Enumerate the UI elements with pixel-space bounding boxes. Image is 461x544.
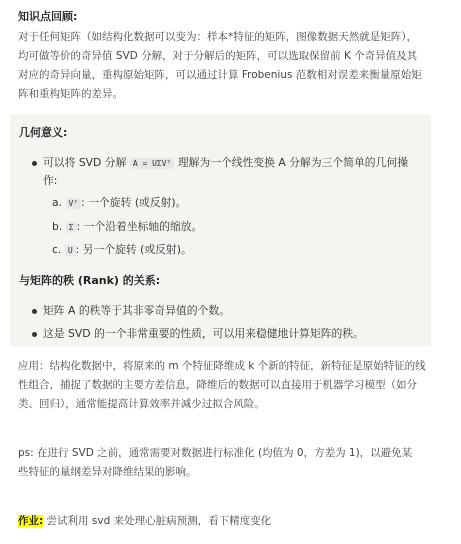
bullet-dot xyxy=(32,161,37,166)
sigma-code: Σ xyxy=(66,222,77,233)
ps-paragraph xyxy=(18,444,436,482)
geometry-title: 几何意义: xyxy=(19,126,68,139)
review-line: 对于任何矩阵（如结构化数据可以变为：样本*特征的矩阵，图像数据天然就是矩阵）， xyxy=(18,31,417,43)
review-line: 均可做等价的奇异值 SVD 分解，对于分解后的矩阵，可以选取保留前 K 个奇异值及其 xyxy=(18,50,418,62)
geometry-bullet: 可以将 SVD 分解 A = UΣVᵀ 理解为一个线性变换 A 分解为三个简单的几何操 xyxy=(43,156,408,169)
ps-line: ps: 在进行 SVD 之前，通常需要对数据进行标准化 (均值为 0，方差为 1)，以避免某 xyxy=(18,447,413,459)
geometry-sub-item: b. Σ : 一个沿着坐标轴的缩放。 xyxy=(52,220,203,233)
application-line: 性组合，捕捉了数据的主要方差信息，降维后的数据可以直接用于机器学习模型（如分 xyxy=(18,379,417,391)
homework-text: 尝试利用 svd 来处理心脏病预测，看下精度变化 xyxy=(46,515,272,527)
vt-code: Vᵀ xyxy=(66,198,82,209)
homework-label: 作业: xyxy=(18,515,44,527)
review-title: 知识点回顾: xyxy=(18,10,78,23)
geometry-sub-item: a. Vᵀ : 一个旋转 (或反射)。 xyxy=(52,196,187,209)
review-line: 阵和重构矩阵的差异。 xyxy=(18,88,123,100)
application-paragraph xyxy=(18,357,436,414)
review-line: 对应的奇异向量，重构原始矩阵，可以通过计算 Frobenius 范数相对误差来衡量原始矩 xyxy=(18,69,422,81)
rank-bullet: 这是 SVD 的一个非常重要的性质，可以用来稳健地计算矩阵的秩。 xyxy=(43,327,364,340)
application-line: 类、回归），通常能提高计算效率并减少过拟合风险。 xyxy=(18,398,265,410)
homework-paragraph xyxy=(18,512,436,531)
application-line: 应用：结构化数据中，将原来的 m 个特征降维成 k 个新的特征，新特征是原始特征的线 xyxy=(18,360,426,372)
bullet-dot xyxy=(32,309,37,314)
review-paragraph xyxy=(18,28,436,104)
u-code: U xyxy=(65,245,76,256)
geometry-sub-item: c. U : 另一个旋转 (或反射)。 xyxy=(52,243,192,256)
ps-line: 些特征的量纲差异对降维结果的影响。 xyxy=(18,466,197,478)
rank-title: 与矩阵的秩 (Rank) 的关系: xyxy=(19,274,161,287)
formula-code: A = UΣVᵀ xyxy=(130,158,175,169)
svd-properties-panel xyxy=(10,114,431,346)
bullet-dot xyxy=(32,332,37,337)
rank-bullet: 矩阵 A 的秩等于其非零奇异值的个数。 xyxy=(43,304,230,317)
geometry-bullet-cont: 作: xyxy=(43,174,58,187)
